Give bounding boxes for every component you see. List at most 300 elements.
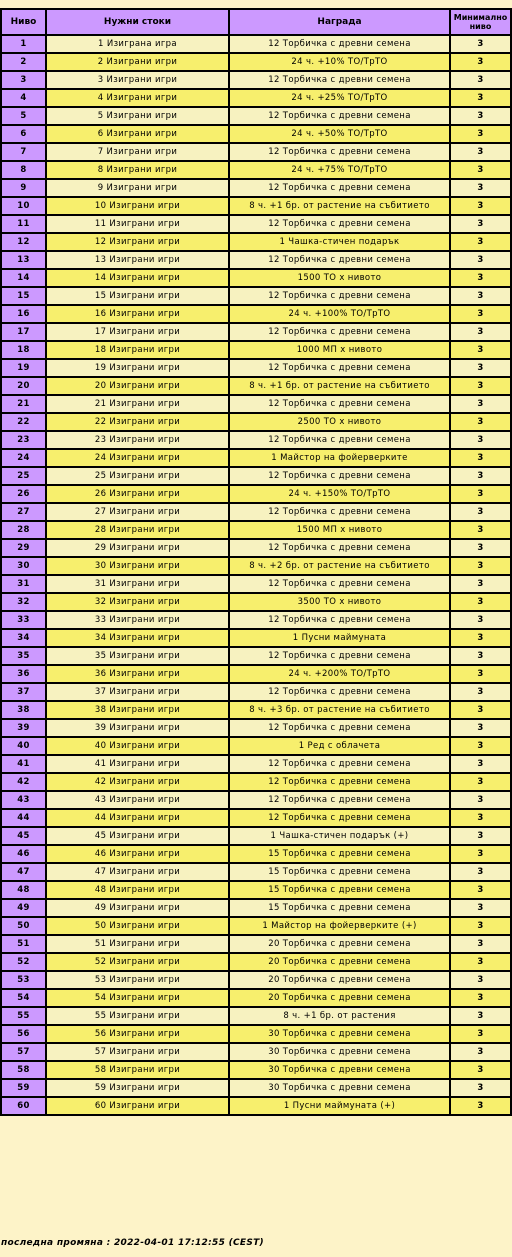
min-level-cell: 3	[450, 53, 511, 71]
goods-cell: 52 Изиграни игри	[46, 953, 229, 971]
min-level-cell: 3	[450, 485, 511, 503]
min-level-cell: 3	[450, 269, 511, 287]
level-cell: 47	[1, 863, 46, 881]
goods-cell: 46 Изиграни игри	[46, 845, 229, 863]
reward-cell: 12 Торбичка с древни семена	[229, 647, 450, 665]
level-cell: 8	[1, 161, 46, 179]
reward-cell: 12 Торбичка с древни семена	[229, 611, 450, 629]
table-row	[1, 503, 511, 521]
reward-cell: 12 Торбичка с древни семена	[229, 539, 450, 557]
min-level-cell: 3	[450, 881, 511, 899]
min-level-cell: 3	[450, 737, 511, 755]
min-level-cell: 3	[450, 413, 511, 431]
table-row	[1, 521, 511, 539]
reward-cell: 12 Торбичка с древни семена	[229, 395, 450, 413]
goods-cell: 15 Изиграни игри	[46, 287, 229, 305]
level-cell: 9	[1, 179, 46, 197]
goods-cell: 4 Изиграни игри	[46, 89, 229, 107]
goods-cell: 41 Изиграни игри	[46, 755, 229, 773]
reward-cell: 12 Торбичка с древни семена	[229, 71, 450, 89]
goods-cell: 42 Изиграни игри	[46, 773, 229, 791]
min-level-cell: 3	[450, 431, 511, 449]
min-level-cell: 3	[450, 287, 511, 305]
goods-cell: 23 Изиграни игри	[46, 431, 229, 449]
min-level-cell: 3	[450, 809, 511, 827]
reward-cell: 3500 ТО х нивото	[229, 593, 450, 611]
min-level-cell: 3	[450, 71, 511, 89]
table-row	[1, 53, 511, 71]
table-row	[1, 485, 511, 503]
level-cell: 49	[1, 899, 46, 917]
min-level-cell: 3	[450, 719, 511, 737]
reward-cell: 24 ч. +200% ТО/ТрТО	[229, 665, 450, 683]
level-cell: 6	[1, 125, 46, 143]
reward-cell: 12 Торбичка с древни семена	[229, 809, 450, 827]
goods-cell: 7 Изиграни игри	[46, 143, 229, 161]
goods-cell: 40 Изиграни игри	[46, 737, 229, 755]
goods-cell: 28 Изиграни игри	[46, 521, 229, 539]
level-cell: 12	[1, 233, 46, 251]
table-row	[1, 233, 511, 251]
reward-cell: 1500 ТО х нивото	[229, 269, 450, 287]
goods-cell: 51 Изиграни игри	[46, 935, 229, 953]
table-row	[1, 575, 511, 593]
table-row	[1, 1025, 511, 1043]
table-body	[1, 35, 511, 1115]
header-reward: Награда	[229, 9, 450, 35]
min-level-cell: 3	[450, 143, 511, 161]
header-level: Ниво	[1, 9, 46, 35]
min-level-cell: 3	[450, 1007, 511, 1025]
level-cell: 18	[1, 341, 46, 359]
goods-cell: 25 Изиграни игри	[46, 467, 229, 485]
level-cell: 44	[1, 809, 46, 827]
reward-cell: 24 ч. +50% ТО/ТрТО	[229, 125, 450, 143]
table-row	[1, 413, 511, 431]
level-cell: 22	[1, 413, 46, 431]
table-row	[1, 197, 511, 215]
level-cell: 4	[1, 89, 46, 107]
reward-cell: 1500 МП х нивото	[229, 521, 450, 539]
level-cell: 25	[1, 467, 46, 485]
goods-cell: 59 Изиграни игри	[46, 1079, 229, 1097]
table-row	[1, 737, 511, 755]
level-cell: 30	[1, 557, 46, 575]
min-level-cell: 3	[450, 935, 511, 953]
min-level-cell: 3	[450, 215, 511, 233]
goods-cell: 1 Изиграна игра	[46, 35, 229, 53]
goods-cell: 27 Изиграни игри	[46, 503, 229, 521]
reward-cell: 20 Торбичка с древни семена	[229, 971, 450, 989]
table-row	[1, 629, 511, 647]
table-row	[1, 809, 511, 827]
min-level-cell: 3	[450, 467, 511, 485]
min-level-cell: 3	[450, 557, 511, 575]
goods-cell: 43 Изиграни игри	[46, 791, 229, 809]
goods-cell: 50 Изиграни игри	[46, 917, 229, 935]
goods-cell: 16 Изиграни игри	[46, 305, 229, 323]
table-row	[1, 611, 511, 629]
table-row	[1, 143, 511, 161]
min-level-cell: 3	[450, 89, 511, 107]
goods-cell: 54 Изиграни игри	[46, 989, 229, 1007]
table-row	[1, 161, 511, 179]
table-row	[1, 557, 511, 575]
table-row	[1, 89, 511, 107]
level-cell: 26	[1, 485, 46, 503]
table-row	[1, 953, 511, 971]
table-row	[1, 467, 511, 485]
table-row	[1, 215, 511, 233]
reward-cell: 1000 МП х нивото	[229, 341, 450, 359]
goods-cell: 39 Изиграни игри	[46, 719, 229, 737]
table-row	[1, 719, 511, 737]
goods-cell: 38 Изиграни игри	[46, 701, 229, 719]
reward-cell: 1 Майстор на фойерверките (+)	[229, 917, 450, 935]
level-cell: 21	[1, 395, 46, 413]
level-cell: 36	[1, 665, 46, 683]
min-level-cell: 3	[450, 125, 511, 143]
reward-cell: 2500 ТО х нивото	[229, 413, 450, 431]
header-min-level-line2: ниво	[469, 22, 492, 31]
level-cell: 33	[1, 611, 46, 629]
goods-cell: 31 Изиграни игри	[46, 575, 229, 593]
reward-cell: 12 Торбичка с древни семена	[229, 431, 450, 449]
goods-cell: 45 Изиграни игри	[46, 827, 229, 845]
header-min-level-line1: Минимално	[453, 13, 508, 22]
reward-cell: 1 Чашка-стичен подарък (+)	[229, 827, 450, 845]
level-cell: 56	[1, 1025, 46, 1043]
reward-cell: 12 Торбичка с древни семена	[229, 791, 450, 809]
table-row	[1, 755, 511, 773]
min-level-cell: 3	[450, 1061, 511, 1079]
level-cell: 27	[1, 503, 46, 521]
reward-cell: 12 Торбичка с древни семена	[229, 35, 450, 53]
reward-cell: 24 ч. +10% ТО/ТрТО	[229, 53, 450, 71]
reward-cell: 12 Торбичка с древни семена	[229, 719, 450, 737]
goods-cell: 44 Изиграни игри	[46, 809, 229, 827]
goods-cell: 30 Изиграни игри	[46, 557, 229, 575]
table-row	[1, 71, 511, 89]
min-level-cell: 3	[450, 791, 511, 809]
table-row	[1, 323, 511, 341]
reward-cell: 12 Торбичка с древни семена	[229, 467, 450, 485]
table-row	[1, 935, 511, 953]
goods-cell: 35 Изиграни игри	[46, 647, 229, 665]
reward-cell: 30 Торбичка с древни семена	[229, 1061, 450, 1079]
min-level-cell: 3	[450, 773, 511, 791]
goods-cell: 32 Изиграни игри	[46, 593, 229, 611]
reward-cell: 30 Торбичка с древни семена	[229, 1025, 450, 1043]
reward-cell: 15 Торбичка с древни семена	[229, 881, 450, 899]
goods-cell: 22 Изиграни игри	[46, 413, 229, 431]
min-level-cell: 3	[450, 755, 511, 773]
goods-cell: 48 Изиграни игри	[46, 881, 229, 899]
goods-cell: 21 Изиграни игри	[46, 395, 229, 413]
reward-cell: 1 Пусни маймуната	[229, 629, 450, 647]
level-cell: 48	[1, 881, 46, 899]
min-level-cell: 3	[450, 233, 511, 251]
table-row	[1, 773, 511, 791]
goods-cell: 29 Изиграни игри	[46, 539, 229, 557]
table-row	[1, 971, 511, 989]
min-level-cell: 3	[450, 161, 511, 179]
reward-cell: 24 ч. +100% ТО/ТрТО	[229, 305, 450, 323]
reward-cell: 12 Торбичка с древни семена	[229, 773, 450, 791]
table-row	[1, 683, 511, 701]
goods-cell: 47 Изиграни игри	[46, 863, 229, 881]
min-level-cell: 3	[450, 647, 511, 665]
level-cell: 34	[1, 629, 46, 647]
header-row	[1, 9, 511, 35]
reward-cell: 20 Торбичка с древни семена	[229, 935, 450, 953]
min-level-cell: 3	[450, 899, 511, 917]
reward-cell: 12 Торбичка с древни семена	[229, 143, 450, 161]
goods-cell: 36 Изиграни игри	[46, 665, 229, 683]
goods-cell: 37 Изиграни игри	[46, 683, 229, 701]
reward-cell: 15 Торбичка с древни семена	[229, 899, 450, 917]
min-level-cell: 3	[450, 35, 511, 53]
reward-cell: 12 Торбичка с древни семена	[229, 359, 450, 377]
table-row	[1, 1061, 511, 1079]
level-cell: 54	[1, 989, 46, 1007]
min-level-cell: 3	[450, 971, 511, 989]
goods-cell: 2 Изиграни игри	[46, 53, 229, 71]
table-row	[1, 989, 511, 1007]
reward-cell: 20 Торбичка с древни семена	[229, 989, 450, 1007]
level-cell: 40	[1, 737, 46, 755]
level-cell: 13	[1, 251, 46, 269]
goods-cell: 33 Изиграни игри	[46, 611, 229, 629]
min-level-cell: 3	[450, 305, 511, 323]
reward-cell: 12 Торбичка с древни семена	[229, 287, 450, 305]
level-cell: 32	[1, 593, 46, 611]
reward-cell: 12 Торбичка с древни семена	[229, 107, 450, 125]
last-modified-footer: последна промяна : 2022-04-01 17:12:55 (CEST)	[1, 1238, 264, 1248]
level-cell: 10	[1, 197, 46, 215]
min-level-cell: 3	[450, 629, 511, 647]
table-row	[1, 179, 511, 197]
level-cell: 38	[1, 701, 46, 719]
goods-cell: 10 Изиграни игри	[46, 197, 229, 215]
table-row	[1, 287, 511, 305]
level-cell: 29	[1, 539, 46, 557]
table-row	[1, 665, 511, 683]
goods-cell: 53 Изиграни игри	[46, 971, 229, 989]
level-cell: 7	[1, 143, 46, 161]
table-row	[1, 251, 511, 269]
reward-cell: 24 ч. +75% ТО/ТрТО	[229, 161, 450, 179]
reward-cell: 12 Торбичка с древни семена	[229, 683, 450, 701]
table-row	[1, 539, 511, 557]
goods-cell: 55 Изиграни игри	[46, 1007, 229, 1025]
min-level-cell: 3	[450, 1043, 511, 1061]
min-level-cell: 3	[450, 395, 511, 413]
level-cell: 1	[1, 35, 46, 53]
table-row	[1, 917, 511, 935]
goods-cell: 26 Изиграни игри	[46, 485, 229, 503]
level-cell: 24	[1, 449, 46, 467]
goods-cell: 12 Изиграни игри	[46, 233, 229, 251]
table-row	[1, 107, 511, 125]
reward-cell: 15 Торбичка с древни семена	[229, 863, 450, 881]
level-cell: 45	[1, 827, 46, 845]
min-level-cell: 3	[450, 341, 511, 359]
reward-cell: 1 Пусни маймуната (+)	[229, 1097, 450, 1115]
goods-cell: 18 Изиграни игри	[46, 341, 229, 359]
table-row	[1, 269, 511, 287]
level-cell: 42	[1, 773, 46, 791]
reward-cell: 20 Торбичка с древни семена	[229, 953, 450, 971]
table-row	[1, 449, 511, 467]
table-row	[1, 341, 511, 359]
reward-cell: 8 ч. +1 бр. от растения	[229, 1007, 450, 1025]
reward-cell: 30 Торбичка с древни семена	[229, 1079, 450, 1097]
level-cell: 14	[1, 269, 46, 287]
reward-cell: 15 Торбичка с древни семена	[229, 845, 450, 863]
table-row	[1, 1007, 511, 1025]
goods-cell: 57 Изиграни игри	[46, 1043, 229, 1061]
min-level-cell: 3	[450, 953, 511, 971]
level-cell: 11	[1, 215, 46, 233]
goods-cell: 17 Изиграни игри	[46, 323, 229, 341]
table-row	[1, 431, 511, 449]
min-level-cell: 3	[450, 575, 511, 593]
min-level-cell: 3	[450, 917, 511, 935]
reward-cell: 1 Чашка-стичен подарък	[229, 233, 450, 251]
reward-cell: 12 Торбичка с древни семена	[229, 251, 450, 269]
reward-cell: 8 ч. +3 бр. от растение на събитието	[229, 701, 450, 719]
table-row	[1, 1079, 511, 1097]
table-row	[1, 845, 511, 863]
table-row	[1, 395, 511, 413]
level-cell: 60	[1, 1097, 46, 1115]
min-level-cell: 3	[450, 863, 511, 881]
goods-cell: 60 Изиграни игри	[46, 1097, 229, 1115]
goods-cell: 49 Изиграни игри	[46, 899, 229, 917]
level-cell: 43	[1, 791, 46, 809]
min-level-cell: 3	[450, 539, 511, 557]
min-level-cell: 3	[450, 359, 511, 377]
level-cell: 2	[1, 53, 46, 71]
min-level-cell: 3	[450, 845, 511, 863]
table-row	[1, 881, 511, 899]
goods-cell: 5 Изиграни игри	[46, 107, 229, 125]
level-cell: 53	[1, 971, 46, 989]
goods-cell: 56 Изиграни игри	[46, 1025, 229, 1043]
reward-cell: 8 ч. +2 бр. от растение на събитието	[229, 557, 450, 575]
table-row	[1, 647, 511, 665]
level-cell: 20	[1, 377, 46, 395]
level-cell: 55	[1, 1007, 46, 1025]
goods-cell: 34 Изиграни игри	[46, 629, 229, 647]
table-row	[1, 701, 511, 719]
header-min-level	[450, 9, 511, 35]
table-row	[1, 863, 511, 881]
goods-cell: 19 Изиграни игри	[46, 359, 229, 377]
level-cell: 46	[1, 845, 46, 863]
reward-cell: 24 ч. +25% ТО/ТрТО	[229, 89, 450, 107]
reward-cell: 1 Майстор на фойерверките	[229, 449, 450, 467]
table-row	[1, 125, 511, 143]
header-goods: Нужни стоки	[46, 9, 229, 35]
reward-cell: 8 ч. +1 бр. от растение на събитието	[229, 197, 450, 215]
goods-cell: 24 Изиграни игри	[46, 449, 229, 467]
min-level-cell: 3	[450, 377, 511, 395]
goods-cell: 8 Изиграни игри	[46, 161, 229, 179]
reward-cell: 12 Торбичка с древни семена	[229, 755, 450, 773]
reward-cell: 12 Торбичка с древни семена	[229, 215, 450, 233]
min-level-cell: 3	[450, 323, 511, 341]
table-row	[1, 791, 511, 809]
reward-cell: 24 ч. +150% ТО/ТрТО	[229, 485, 450, 503]
min-level-cell: 3	[450, 827, 511, 845]
min-level-cell: 3	[450, 1025, 511, 1043]
level-cell: 41	[1, 755, 46, 773]
min-level-cell: 3	[450, 107, 511, 125]
min-level-cell: 3	[450, 449, 511, 467]
goods-cell: 6 Изиграни игри	[46, 125, 229, 143]
goods-cell: 9 Изиграни игри	[46, 179, 229, 197]
level-cell: 35	[1, 647, 46, 665]
table-row	[1, 1097, 511, 1115]
level-cell: 23	[1, 431, 46, 449]
min-level-cell: 3	[450, 593, 511, 611]
table-row	[1, 377, 511, 395]
goods-cell: 3 Изиграни игри	[46, 71, 229, 89]
level-cell: 59	[1, 1079, 46, 1097]
reward-cell: 12 Торбичка с древни семена	[229, 179, 450, 197]
min-level-cell: 3	[450, 611, 511, 629]
min-level-cell: 3	[450, 503, 511, 521]
goods-cell: 11 Изиграни игри	[46, 215, 229, 233]
level-cell: 16	[1, 305, 46, 323]
level-cell: 17	[1, 323, 46, 341]
min-level-cell: 3	[450, 989, 511, 1007]
level-cell: 19	[1, 359, 46, 377]
table-row	[1, 827, 511, 845]
reward-cell: 1 Ред с облачета	[229, 737, 450, 755]
reward-cell: 12 Торбичка с древни семена	[229, 503, 450, 521]
reward-cell: 12 Торбичка с древни семена	[229, 323, 450, 341]
level-cell: 15	[1, 287, 46, 305]
level-cell: 58	[1, 1061, 46, 1079]
level-cell: 50	[1, 917, 46, 935]
min-level-cell: 3	[450, 1097, 511, 1115]
table-header	[1, 9, 511, 35]
reward-cell: 8 ч. +1 бр. от растение на събитието	[229, 377, 450, 395]
level-cell: 28	[1, 521, 46, 539]
table-row	[1, 305, 511, 323]
level-cell: 37	[1, 683, 46, 701]
level-cell: 57	[1, 1043, 46, 1061]
table-row	[1, 593, 511, 611]
level-cell: 52	[1, 953, 46, 971]
min-level-cell: 3	[450, 179, 511, 197]
min-level-cell: 3	[450, 701, 511, 719]
min-level-cell: 3	[450, 197, 511, 215]
table-row	[1, 1043, 511, 1061]
reward-cell: 12 Торбичка с древни семена	[229, 575, 450, 593]
min-level-cell: 3	[450, 521, 511, 539]
goods-cell: 58 Изиграни игри	[46, 1061, 229, 1079]
rewards-table	[0, 8, 512, 1116]
level-cell: 3	[1, 71, 46, 89]
goods-cell: 13 Изиграни игри	[46, 251, 229, 269]
min-level-cell: 3	[450, 251, 511, 269]
level-cell: 31	[1, 575, 46, 593]
table-row	[1, 359, 511, 377]
